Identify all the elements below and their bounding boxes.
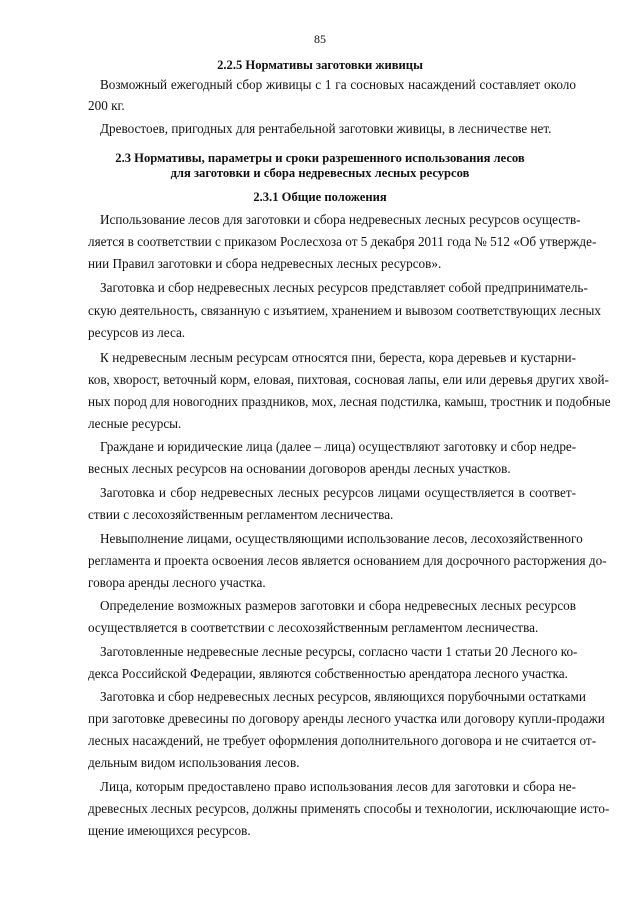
paragraph-line: ков, хворост, веточный корм, еловая, пихтовая, сосновая лапы, ели или деревья других хвой- [88, 372, 609, 387]
section-heading-2-2-5: 2.2.5 Нормативы заготовки живицы [217, 58, 423, 72]
paragraph-line: 200 кг. [88, 98, 125, 113]
paragraph-line: Заготовка и сбор недревесных лесных ресурсов представляет собой предприниматель- [100, 280, 588, 295]
paragraph-line: лесных насаждений, не требует оформления дополнительного договора и не считается от- [88, 733, 597, 748]
paragraph-line: регламента и проекта освоения лесов является основанием для досрочного расторжения до- [88, 553, 607, 568]
section-heading-2-3-line1: 2.3 Нормативы, параметры и сроки разрешенного использования лесов [115, 151, 525, 165]
paragraph-line: Древостоев, пригодных для рентабельной заготовки живицы, в лесничестве нет. [100, 121, 552, 136]
paragraph-line: нии Правил заготовки и сбора недревесных лесных ресурсов». [88, 256, 442, 271]
paragraph-line: скую деятельность, связанную с изъятием, хранением и вывозом соответствующих лесных [88, 303, 601, 318]
paragraph-line: К недревесным лесным ресурсам относятся пни, береста, кора деревьев и кустарни- [100, 350, 576, 365]
paragraph-line: Невыполнение лицами, осуществляющими использование лесов, лесохозяйственного [100, 531, 583, 546]
paragraph-line: говора аренды лесного участка. [88, 575, 266, 590]
paragraph-line: Определение возможных размеров заготовки и сбора недревесных лесных ресурсов [100, 598, 576, 613]
paragraph-line: лесные ресурсы. [88, 416, 182, 431]
section-heading-2-3-1: 2.3.1 Общие положения [253, 190, 387, 204]
paragraph-line: щение имеющихся ресурсов. [88, 823, 251, 838]
paragraph-line: дельным видом использования лесов. [88, 755, 300, 770]
paragraph-line: Возможный ежегодный сбор живицы с 1 га сосновых насаждений составляет около [100, 77, 576, 92]
paragraph-line: древесных лесных ресурсов, должны применять способы и технологии, исключающие исто- [88, 801, 610, 816]
paragraph-line: Лица, которым предоставлено право использования лесов для заготовки и сбора не- [100, 779, 576, 794]
paragraph-line: ресурсов из леса. [88, 325, 186, 340]
paragraph-line: Использование лесов для заготовки и сбора недревесных лесных ресурсов осуществ- [100, 212, 581, 227]
paragraph-line: декса Российской Федерации, являются собственностью арендатора лесного участка. [88, 666, 568, 681]
paragraph-line: осуществляется в соответствии с лесохозяйственным регламентом лесничества. [88, 620, 539, 635]
paragraph-line: ляется в соответствии с приказом Рослесхоза от 5 декабря 2011 года № 512 «Об утвержде- [88, 234, 597, 249]
paragraph-line: Заготовленные недревесные лесные ресурсы, согласно части 1 статьи 20 Лесного ко- [100, 644, 578, 659]
paragraph-line: ствии с лесохозяйственным регламентом лесничества. [88, 507, 394, 522]
paragraph-line: ных пород для новогодних праздников, мох, лесная подстилка, камыш, тростник и подобные [88, 394, 611, 409]
page-number: 85 [314, 32, 326, 46]
paragraph-line: при заготовке древесины по договору аренды лесного участка или договору купли-продажи [88, 711, 605, 726]
paragraph-line: Заготовка и сбор недревесных лесных ресурсов, являющихся порубочными остатками [100, 689, 586, 704]
section-heading-2-3-line2: для заготовки и сбора недревесных лесных ресурсов [170, 166, 470, 180]
paragraph-line: Заготовка и сбор недревесных лесных ресурсов лицами осуществляется в соответ- [100, 485, 576, 500]
paragraph-line: весных лесных ресурсов на основании договоров аренды лесных участков. [88, 461, 511, 476]
paragraph-line: Граждане и юридические лица (далее – лица) осуществляют заготовку и сбор недре- [100, 439, 577, 454]
